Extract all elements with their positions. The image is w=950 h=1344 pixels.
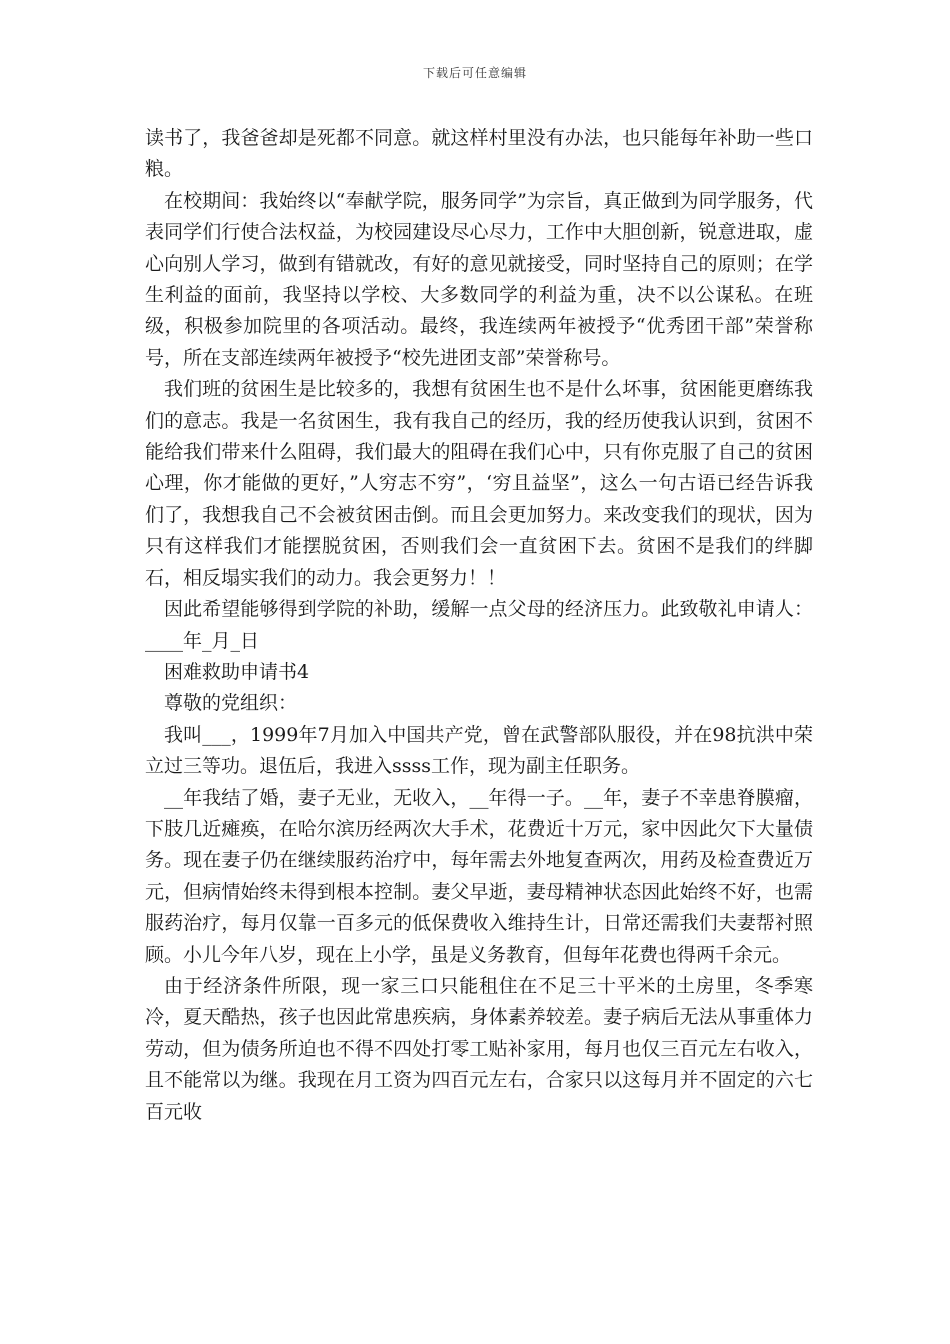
paragraph-2: 在校期间：我始终以“奉献学院，服务同学”为宗旨，真正做到为同学服务，代表同学们行使合法权益，为校园建设尽心尽力，工作中大胆创新，锐意进取，虚心向别人学习，做到有错就改，有好的意见就接受，同时坚持自己的原则；在学生利益的面前，我坚持以学校、大多数同学的利益为重，决不以公谋私。在班级，积极参加院里的各项活动。最终，我连续两年被授予“优秀团干部”荣誉称号，所在支部连续两年被授予“校先进团支部”荣誉称号。 bbox=[145, 189, 813, 369]
paragraph-9: 由于经济条件所限，现一家三口只能租住在不足三十平米的土房里，冬季寒冷，夏天酷热，孩子也因此常患疾病，身体素养较差。妻子病后无法从事重体力劳动，但为债务所迫也不得不四处打零工贴补家用，每月也仅三百元左右收入，且不能常以为继。我现在月工资为四百元左右，合家只以这每月并不固定的六七百元收 bbox=[145, 974, 813, 1123]
paragraph-1: 读书了，我爸爸却是死都不同意。就这样村里没有办法，也只能每年补助一些口粮。 bbox=[145, 127, 813, 181]
paragraph-7: 我叫___，1999年7月加入中国共产党，曾在武警部队服役，并在98抗洪中荣立过三等功。退伍后，我进入ssss工作，现为副主任职务。 bbox=[145, 723, 813, 778]
paragraph-3: 我们班的贫困生是比较多的，我想有贫困生也不是什么坏事，贫困能更磨练我们的意志。我是一名贫困生，我有我自己的经历，我的经历使我认识到，贫困不能给我们带来什么阻碍，我们最大的阻碍在我们心中，只有你克服了自己的贫困心理，你才能做的更好，”人穷志不穷”，‘穷且益坚”，这么一句古语已经告诉我们了，我想我自己不会被贫困击倒。而且会更加努力。来改变我们的现状，因为只有这样我们才能摆脱贫困，否则我们会一直贫困下去。贫困不是我们的绊脚石，相反塌实我们的动力。我会更努力！！ bbox=[145, 378, 813, 589]
page-header: 下载后可任意编辑 bbox=[422, 66, 527, 80]
paragraph-4: 因此希望能够得到学院的补助，缓解一点父母的经济压力。此致敬礼申请人：____年_月_日 bbox=[145, 598, 813, 652]
paragraph-8: __年我结了婚，妻子无业，无收入，__年得一子。__年，妻子不幸患脊膜瘤，下肢几近瘫痪，在哈尔滨历经两次大手术，花费近十万元，家中因此欠下大量债务。现在妻子仍在继续服药治疗中，每年需去外地复查两次，用药及检查费近万元，但病情始终未得到根本控制。妻父早逝，妻母精神状态因此始终不好，也需服药治疗，每月仅靠一百多元的低保费收入维持生计，日常还需我们夫妻帮衬照顾。小儿今年八岁，现在上小学，虽是义务教育，但每年花费也得两千余元。 bbox=[145, 786, 813, 966]
document-body bbox=[145, 123, 813, 1128]
salutation: 尊敬的党组织： bbox=[164, 692, 298, 715]
section-title: 困难救助申请书4 bbox=[164, 660, 310, 683]
